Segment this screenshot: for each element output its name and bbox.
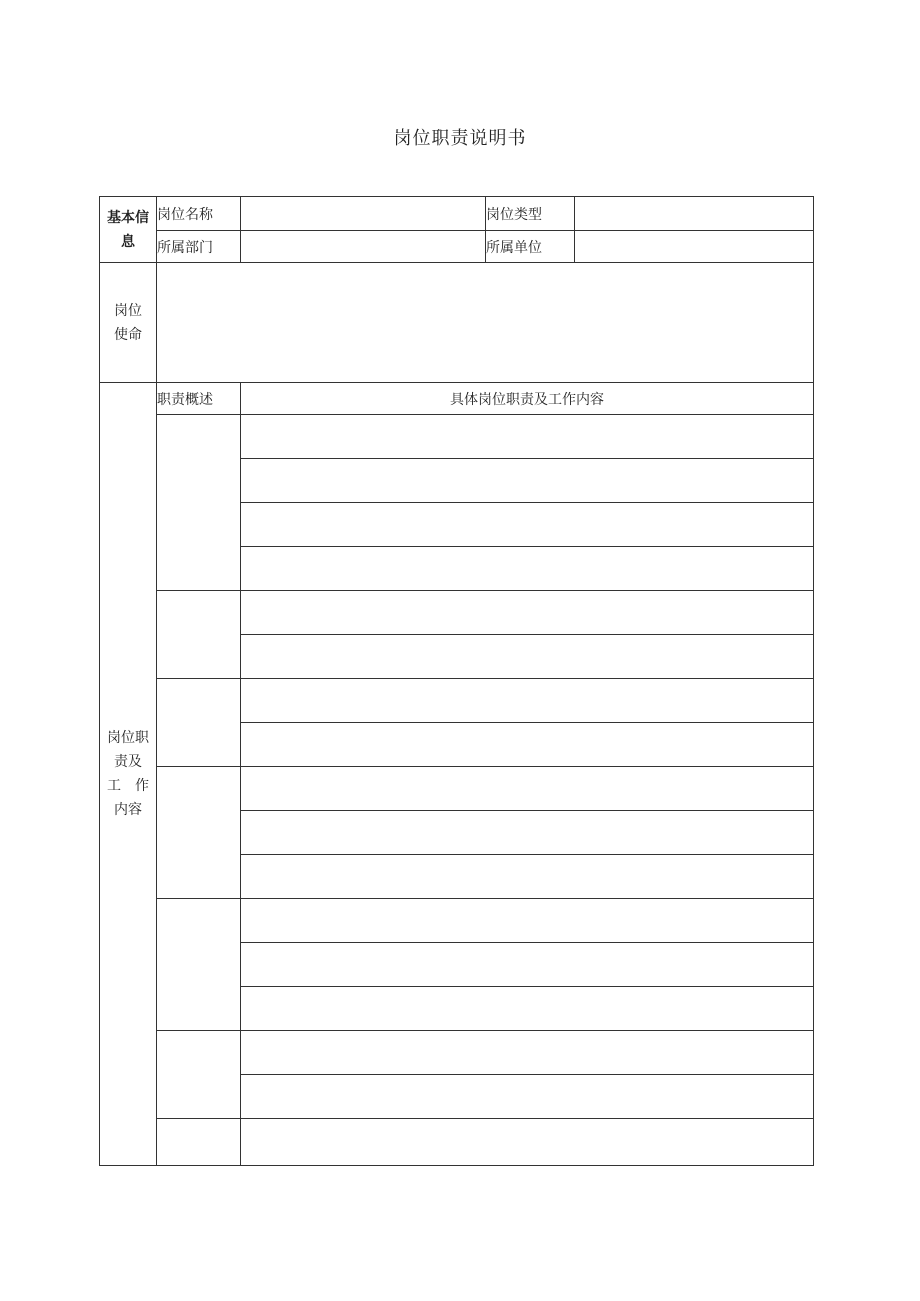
mission-field[interactable] xyxy=(157,263,814,383)
duty-detail-cell[interactable] xyxy=(241,547,814,591)
post-type-field[interactable] xyxy=(575,197,814,231)
duty-detail-cell[interactable] xyxy=(241,503,814,547)
department-label: 所属部门 xyxy=(157,231,241,263)
duty-detail-cell[interactable] xyxy=(241,415,814,459)
post-name-label: 岗位名称 xyxy=(157,197,241,231)
duty-detail-cell[interactable] xyxy=(241,899,814,943)
duty-detail-cell[interactable] xyxy=(241,1119,814,1166)
duty-summary-header: 职责概述 xyxy=(157,383,241,415)
post-name-field[interactable] xyxy=(241,197,486,231)
duty-summary-cell[interactable] xyxy=(157,1031,241,1119)
duty-summary-cell[interactable] xyxy=(157,767,241,899)
duty-detail-cell[interactable] xyxy=(241,1075,814,1119)
duties-section-label: 岗位职 责及 工 作 内容 xyxy=(100,383,157,1166)
duty-detail-cell[interactable] xyxy=(241,855,814,899)
duty-detail-cell[interactable] xyxy=(241,987,814,1031)
duty-summary-cell[interactable] xyxy=(157,679,241,767)
duty-detail-cell[interactable] xyxy=(241,723,814,767)
unit-label: 所属单位 xyxy=(486,231,575,263)
post-type-label: 岗位类型 xyxy=(486,197,575,231)
duty-summary-cell[interactable] xyxy=(157,415,241,591)
basic-info-section-label: 基本信 息 xyxy=(100,197,157,263)
duty-summary-cell[interactable] xyxy=(157,591,241,679)
document-title: 岗位职责说明书 xyxy=(393,128,527,149)
department-field[interactable] xyxy=(241,231,486,263)
duty-summary-cell[interactable] xyxy=(157,1119,241,1166)
unit-field[interactable] xyxy=(575,231,814,263)
duty-detail-cell[interactable] xyxy=(241,459,814,503)
duty-detail-cell[interactable] xyxy=(241,811,814,855)
duty-detail-cell[interactable] xyxy=(241,943,814,987)
duty-detail-cell[interactable] xyxy=(241,591,814,635)
duty-summary-cell[interactable] xyxy=(157,899,241,1031)
duty-detail-cell[interactable] xyxy=(241,635,814,679)
duty-detail-cell[interactable] xyxy=(241,1031,814,1075)
job-description-table xyxy=(99,196,814,1166)
mission-section-label: 岗位 使命 xyxy=(100,263,157,383)
duty-detail-header: 具体岗位职责及工作内容 xyxy=(241,383,814,415)
duty-detail-cell[interactable] xyxy=(241,767,814,811)
duty-detail-cell[interactable] xyxy=(241,679,814,723)
